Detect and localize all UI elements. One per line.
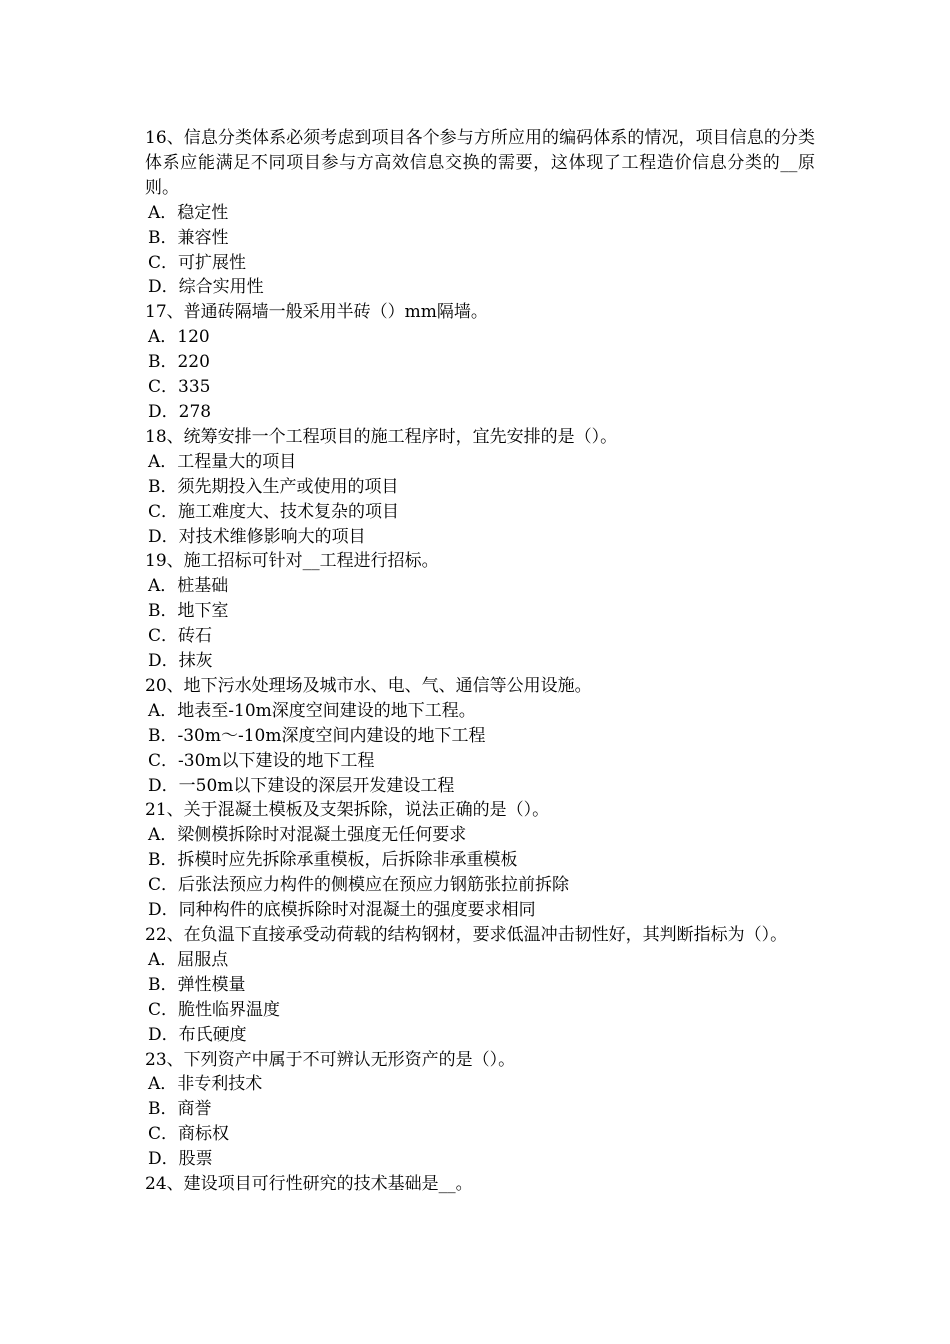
answer-option: A．梁侧模拆除时对混凝土强度无任何要求 bbox=[148, 825, 467, 846]
question-list bbox=[145, 126, 815, 1197]
answer-option: C．后张法预应力构件的侧模应在预应力钢筋张拉前拆除 bbox=[148, 875, 570, 896]
answer-option: D．一50m以下建设的深层开发建设工程 bbox=[148, 775, 455, 796]
question-stem: 22、在负温下直接承受动荷载的结构钢材，要求低温冲击韧性好，其判断指标为（）。 bbox=[145, 925, 788, 945]
answer-option: B．商誉 bbox=[148, 1099, 212, 1120]
answer-option: C．施工难度大、技术复杂的项目 bbox=[148, 501, 400, 522]
answer-option: A．桩基础 bbox=[148, 576, 229, 597]
answer-option: D．抹灰 bbox=[148, 651, 213, 672]
question-block bbox=[145, 300, 815, 425]
question-stem: 24、建设项目可行性研究的技术基础是__。 bbox=[145, 1174, 473, 1195]
answer-option: C．脆性临界温度 bbox=[148, 999, 281, 1020]
answer-option: C．可扩展性 bbox=[148, 252, 247, 273]
answer-option: D．同种构件的底模拆除时对混凝土的强度要求相同 bbox=[148, 900, 536, 921]
question-stem: 16、信息分类体系必须考虑到项目各个参与方所应用的编码体系的情况，项目信息的分类体系应能满足不同项目参与方高效信息交换的需要，这体现了工程造价信息分类的__原则。 bbox=[145, 128, 815, 198]
answer-option: C．-30m以下建设的地下工程 bbox=[148, 750, 375, 771]
question-stem: 18、统筹安排一个工程项目的施工程序时，宜先安排的是（）。 bbox=[145, 426, 618, 447]
answer-option: D．布氏硬度 bbox=[148, 1024, 247, 1045]
question-block bbox=[145, 1048, 815, 1173]
question-block bbox=[145, 674, 815, 799]
question-block bbox=[145, 1172, 815, 1197]
question-block bbox=[145, 425, 815, 550]
answer-option: B．-30m～-10m深度空间内建设的地下工程 bbox=[148, 725, 486, 746]
answer-option: D．综合实用性 bbox=[148, 277, 264, 298]
question-stem: 21、关于混凝土模板及支架拆除，说法正确的是（）。 bbox=[145, 800, 550, 821]
answer-option: C．335 bbox=[148, 377, 211, 398]
question-stem: 19、施工招标可针对__工程进行招标。 bbox=[145, 551, 439, 572]
question-block bbox=[145, 798, 815, 923]
answer-option: D．股票 bbox=[148, 1149, 213, 1170]
question-block bbox=[145, 126, 815, 300]
answer-option: B．须先期投入生产或使用的项目 bbox=[148, 476, 399, 497]
question-block bbox=[145, 549, 815, 674]
answer-option: A．稳定性 bbox=[148, 202, 229, 223]
answer-option: B．拆模时应先拆除承重模板，后拆除非承重模板 bbox=[148, 850, 518, 871]
answer-option: D．对技术维修影响大的项目 bbox=[148, 526, 366, 547]
question-block bbox=[145, 923, 815, 1048]
answer-option: A．工程量大的项目 bbox=[148, 451, 297, 472]
question-stem: 20、地下污水处理场及城市水、电、气、通信等公用设施。 bbox=[145, 675, 592, 696]
question-stem: 23、下列资产中属于不可辨认无形资产的是（）。 bbox=[145, 1049, 516, 1070]
answer-option: A．屈服点 bbox=[148, 949, 229, 970]
answer-option: A．非专利技术 bbox=[148, 1074, 263, 1095]
answer-option: C．商标权 bbox=[148, 1124, 230, 1145]
answer-option: B．兼容性 bbox=[148, 227, 229, 248]
answer-option: C．砖石 bbox=[148, 626, 213, 647]
answer-option: B．地下室 bbox=[148, 601, 229, 622]
answer-option: B．弹性模量 bbox=[148, 974, 246, 995]
answer-option: A．120 bbox=[148, 327, 210, 348]
answer-option: B．220 bbox=[148, 352, 210, 373]
answer-option: A．地表至-10m深度空间建设的地下工程。 bbox=[148, 700, 476, 721]
answer-option: D．278 bbox=[148, 401, 212, 422]
question-stem: 17、普通砖隔墙一般采用半砖（）mm隔墙。 bbox=[145, 302, 488, 323]
